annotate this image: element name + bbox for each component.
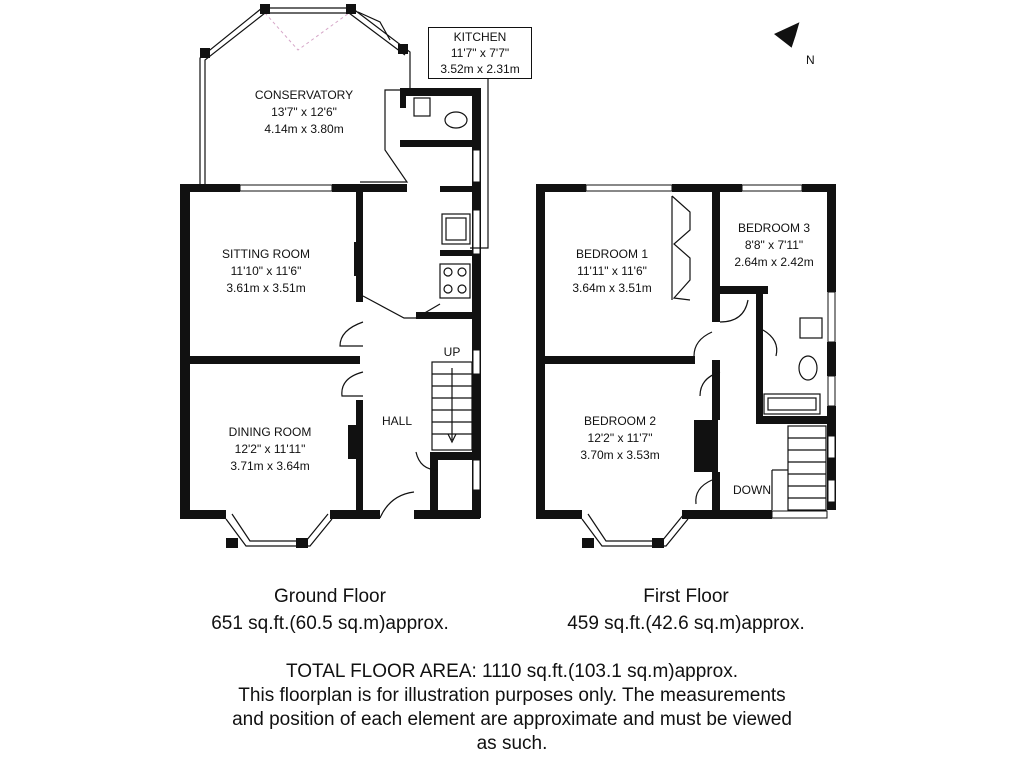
sitting-room-imperial: 11'10" x 11'6" bbox=[230, 264, 302, 278]
kitchen-name: KITCHEN bbox=[453, 30, 507, 44]
stairs-down-label: DOWN bbox=[733, 483, 771, 497]
compass-label: N bbox=[806, 53, 815, 67]
ground-floor-title: Ground Floor bbox=[274, 586, 386, 607]
sitting-room-name: SITTING ROOM bbox=[222, 247, 310, 261]
first-floor-area: 459 sq.ft.(42.6 sq.m)approx. bbox=[567, 613, 805, 634]
ground-floor-plan bbox=[180, 4, 488, 548]
kitchen-imperial: 11'7" x 7'7" bbox=[450, 46, 510, 60]
conservatory-imperial: 13'7" x 12'6" bbox=[271, 105, 337, 119]
disclaimer-line-1: This floorplan is for illustration purposes only. The measurements bbox=[238, 685, 786, 706]
dining-room-metric: 3.71m x 3.64m bbox=[230, 459, 310, 473]
bedroom2-imperial: 12'2" x 11'7" bbox=[587, 431, 653, 445]
bedroom3-metric: 2.64m x 2.42m bbox=[734, 255, 814, 269]
dining-room-imperial: 12'2" x 11'11" bbox=[234, 442, 306, 456]
bedroom1-name: BEDROOM 1 bbox=[575, 247, 649, 261]
first-floor-title: First Floor bbox=[643, 586, 729, 607]
first-wall-left bbox=[536, 184, 545, 519]
stairs-up bbox=[432, 362, 472, 450]
bedroom3-name: BEDROOM 3 bbox=[737, 221, 811, 235]
stairs-up-label: UP bbox=[443, 345, 461, 359]
ground-floor-caption bbox=[160, 583, 500, 637]
bedroom1-metric: 3.64m x 3.51m bbox=[572, 281, 652, 295]
bedroom1-imperial: 11'11" x 11'6" bbox=[577, 264, 647, 278]
kitchen-label-box bbox=[428, 27, 532, 79]
sitting-room-metric: 3.61m x 3.51m bbox=[226, 281, 306, 295]
dining-room-name: DINING ROOM bbox=[228, 425, 312, 439]
total-floor-area: TOTAL FLOOR AREA: 1110 sq.ft.(103.1 sq.m)approx. bbox=[286, 661, 738, 682]
conservatory-metric: 4.14m x 3.80m bbox=[264, 122, 344, 136]
disclaimer-line-2: and position of each element are approximate and must be viewed bbox=[232, 709, 792, 730]
compass-icon bbox=[774, 22, 800, 48]
bedroom2-name: BEDROOM 2 bbox=[583, 414, 657, 428]
disclaimer-line-3: as such. bbox=[476, 733, 548, 754]
stairs-down bbox=[772, 426, 826, 510]
kitchen-metric: 3.52m x 2.31m bbox=[440, 62, 520, 76]
bedroom3-imperial: 8'8" x 7'11" bbox=[744, 238, 804, 252]
ground-floor-area: 651 sq.ft.(60.5 sq.m)approx. bbox=[211, 613, 449, 634]
first-floor-caption bbox=[516, 583, 856, 637]
hall-name: HALL bbox=[381, 414, 413, 428]
toilet-icon bbox=[445, 112, 467, 128]
conservatory-name: CONSERVATORY bbox=[254, 88, 354, 102]
footer-notes bbox=[140, 660, 884, 756]
ground-wall-left bbox=[180, 184, 190, 519]
bedroom2-metric: 3.70m x 3.53m bbox=[580, 448, 660, 462]
